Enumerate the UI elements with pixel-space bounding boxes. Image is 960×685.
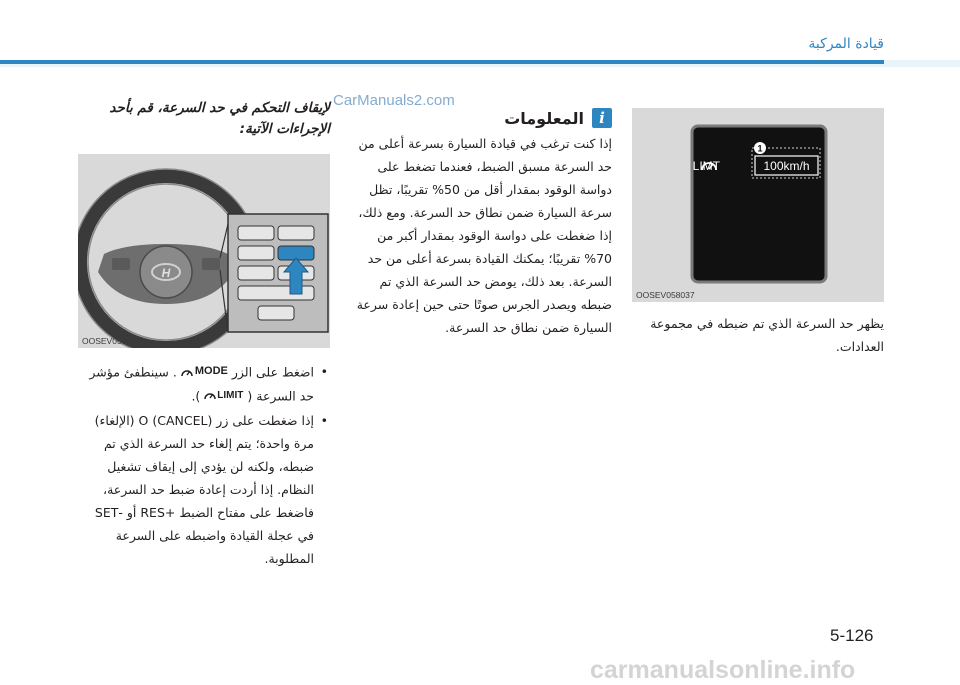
note-title xyxy=(350,108,612,128)
right-column xyxy=(632,108,884,371)
cluster-marker: 1 xyxy=(757,143,763,154)
gauge-icon xyxy=(204,390,216,400)
steering-wheel-illustration xyxy=(78,154,330,348)
disable-speed-limit-list xyxy=(78,360,330,570)
left-column xyxy=(78,98,330,572)
header-section-title: قيادة المركبة xyxy=(808,36,884,52)
note-paragraph: إذا كنت ترغب في قيادة السيارة بسرعة أعلى من حد السرعة مسبق الضبط، فعندما تضغط على دواسة الوقود بمقدار أقل من 50% تقريبًا، تظل سرعة السيارة ضمن نطاق حد السرعة. ومع ذلك، إذا ضغطت على دواسة الوقود بمقدار أكبر من 70% تقريبًا؛ يمكنك القيادة بسرعة أعلى من حد السرعة. بعد ذلك، يومض حد السرعة الذي تم ضبطه ويصدر الجرس صوتًا حتى حين إعادة سرعة السيارة ضمن نطاق حد السرعة. xyxy=(356,136,612,335)
svg-text:H: H xyxy=(161,266,171,280)
instrument-cluster-illustration xyxy=(632,108,884,302)
bullet-1-text-c: ). xyxy=(191,388,201,403)
mode-button-label: MODE xyxy=(194,365,228,377)
cluster-description: يظهر حد السرعة الذي تم ضبطه في مجموعة العدادات. xyxy=(650,316,884,354)
list-item xyxy=(78,409,314,570)
cluster-speed-text: 100km/h xyxy=(763,159,810,173)
gauge-icon xyxy=(181,367,193,377)
bullet-1-text-a: اضغط على الزر xyxy=(231,364,314,380)
steering-wheel-figure xyxy=(78,154,330,348)
info-icon: i xyxy=(592,108,612,128)
header-rule xyxy=(0,60,884,64)
disable-speed-limit-heading: لإيقاف التحكم في حد السرعة، قم بأحد الإجراءات الآتية: xyxy=(109,100,330,137)
limit-indicator-icon xyxy=(204,384,243,407)
list-item xyxy=(78,360,314,407)
site-watermark[interactable]: CarManuals2.com xyxy=(333,92,455,109)
bullet-1-text-b: . سينطفئ مؤشر حد السرعة ( xyxy=(89,364,314,403)
instrument-cluster-figure xyxy=(632,108,884,302)
page-number: 5-126 xyxy=(830,626,874,645)
limit-indicator-label: LIMIT xyxy=(217,389,244,401)
bullet-2-text: إذا ضغطت على زر O (CANCEL) (الإلغاء) مرة واحدة؛ يتم إلغاء حد السرعة الذي تم ضبطه، ولكنه لن يؤدي إلى إيقاف تشغيل النظام. إذا أردت إعادة ضبط حد السرعة، فاضغط على مفتاح الضبط +RES أو -SET في عجلة القيادة واضبطه على السرعة المطلوبة. xyxy=(94,413,314,566)
steering-wheel-figure-caption: OOSEV058084L xyxy=(82,336,146,346)
instrument-cluster-figure-caption: OOSEV058037 xyxy=(636,290,695,300)
cluster-limit-text: LIMT xyxy=(692,159,720,173)
middle-column xyxy=(350,108,612,339)
mode-button-icon xyxy=(181,360,228,383)
note-label: المعلومات xyxy=(504,108,584,128)
footer-watermark[interactable]: carmanualsonline.info xyxy=(590,656,856,684)
